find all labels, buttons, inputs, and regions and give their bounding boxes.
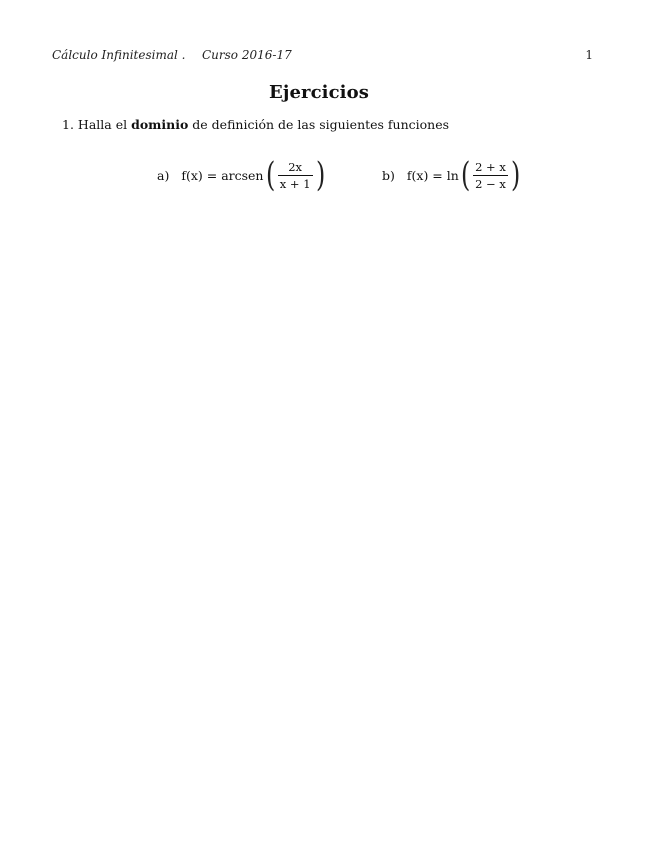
- fraction: [473, 160, 508, 191]
- denominator: 2 − x: [475, 176, 506, 191]
- left-paren: (: [265, 155, 275, 195]
- header-course: Cálculo Infinitesimal .: [52, 48, 186, 62]
- function-a: [157, 157, 327, 193]
- exercise-bold-word: dominio: [131, 117, 189, 132]
- page-title: Ejercicios: [269, 82, 369, 103]
- exercise-text-after: de definición de las siguientes funciones: [192, 117, 450, 132]
- function-lhs: f(x) = arcsen: [181, 167, 264, 183]
- right-paren: ): [315, 155, 325, 195]
- numerator: 2 + x: [475, 159, 506, 174]
- exercise-text-before: Halla el: [77, 117, 128, 132]
- function-b: [382, 157, 522, 193]
- exercise-1: [62, 117, 449, 132]
- denominator: x + 1: [279, 176, 311, 191]
- function-label: a): [157, 167, 170, 183]
- function-lhs: f(x) = ln: [406, 167, 459, 183]
- numerator: 2x: [288, 159, 303, 174]
- right-paren: ): [510, 155, 521, 195]
- header-year: Curso 2016-17: [202, 48, 292, 62]
- fraction: [278, 160, 313, 191]
- function-label: b): [382, 167, 395, 183]
- left-paren: (: [460, 155, 471, 195]
- page-number: 1: [585, 48, 593, 62]
- function-list: [0, 157, 655, 197]
- exercise-number: 1.: [62, 117, 74, 132]
